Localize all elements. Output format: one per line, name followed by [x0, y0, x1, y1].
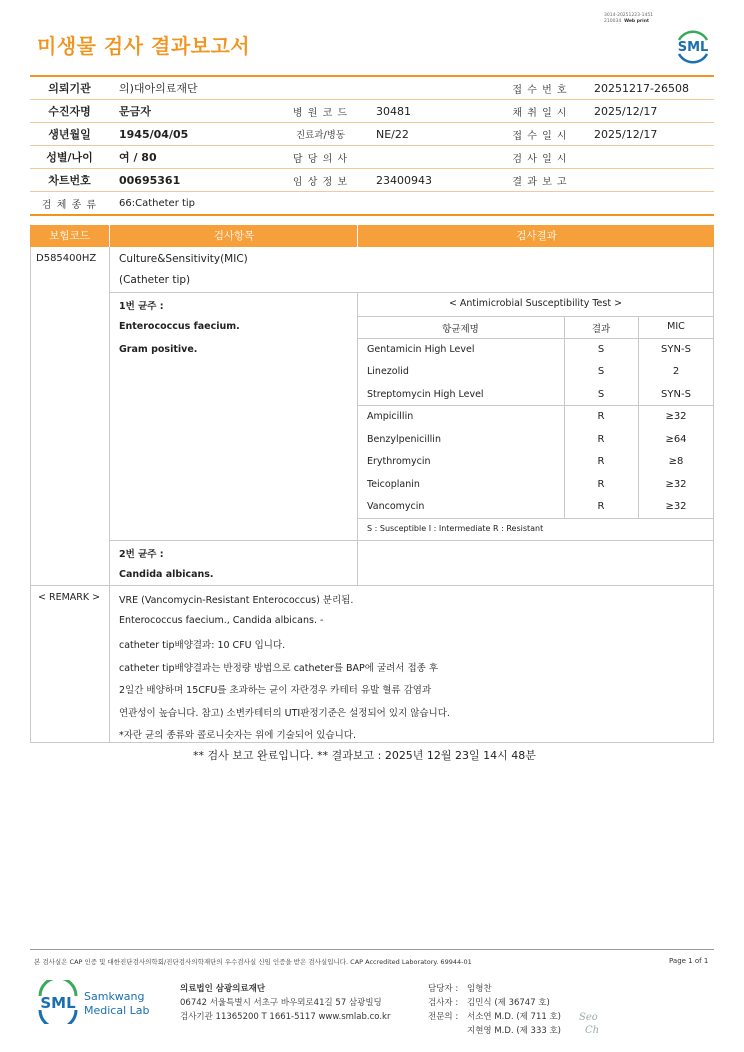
page-number: Page 1 of 1	[669, 957, 709, 965]
completion-text: ** 검사 보고 완료입니다. ** 결과보고 : 2025년 12월 23일 14시 48분	[193, 749, 536, 762]
staff-role: 전문의 :	[428, 1012, 459, 1022]
test-date	[584, 146, 714, 169]
ast-col-result: 결과	[591, 324, 611, 335]
ast-result: S	[597, 366, 605, 377]
ast-drug: Vancomycin	[367, 501, 425, 512]
label-sex-age: 성별/나이	[30, 146, 109, 169]
ast-drug: Streptomycin High Level	[367, 389, 484, 400]
ast-mic: ≥64	[665, 434, 687, 445]
footer-note: 본 검사실은 CAP 인증 및 대한진단검사의학회/진단검사의학재단의 우수검사실 신임 인증을 받은 검사실입니다. CAP Accredited Laboratory. 69944-01	[34, 958, 472, 966]
organism1-label: 1번 균주 :	[119, 301, 164, 312]
label-receipt-no: 접 수 번 호	[496, 76, 584, 100]
staff-name: 서소연 M.D. (제 711 호)	[467, 1012, 562, 1022]
brand-line1: Samkwang	[84, 990, 145, 1003]
org-name: 의료법인 삼광의료재단	[180, 984, 266, 994]
ast-result: R	[597, 501, 605, 512]
report-date	[584, 169, 714, 192]
request-org: 의)대아의료재단	[109, 76, 496, 100]
label-birth: 생년월일	[30, 123, 109, 146]
brand-line2: Medical Lab	[84, 1004, 150, 1017]
remark-line: 연관성이 높습니다. 참고) 소변카테터의 UTI판정기준은 설정되어 있지 않습니다.	[119, 707, 450, 719]
remark-line: catheter tip배양결과는 반정량 방법으로 catheter를 BAP에 굴려서 접종 후	[119, 662, 439, 674]
remark-line: catheter tip배양결과: 10 CFU 입니다.	[119, 640, 286, 651]
sex-age: 여 / 80	[109, 146, 275, 169]
staff-role: 검사자 :	[428, 998, 459, 1008]
label-report: 결 과 보 고	[496, 169, 584, 192]
label-clinical: 임 상 정 보	[275, 169, 366, 192]
staff-name: 임형찬	[467, 984, 492, 994]
print-code: 3014-20251223-1451 210034 Web print	[604, 13, 654, 24]
ast-mic: ≥32	[665, 501, 687, 512]
staff-role: 담당자 :	[428, 984, 459, 994]
remark-line: 2일간 배양하며 15CFU를 초과하는 균이 자란경우 카테터 유발 혈류 감염과	[119, 685, 432, 696]
ast-result: S	[597, 344, 605, 355]
ast-result: R	[597, 456, 605, 467]
report-title: 미생물 검사 결과보고서	[37, 34, 251, 58]
results-header	[30, 225, 714, 247]
header-item: 검사항목	[109, 225, 358, 247]
sml-footer-logo-icon	[36, 980, 80, 1024]
logo-text: SML	[677, 40, 709, 55]
hospital-code: 30481	[366, 100, 496, 123]
ast-mic: ≥8	[668, 456, 684, 467]
collect-date: 2025/12/17	[584, 100, 714, 123]
ast-drug: Gentamicin High Level	[367, 344, 475, 355]
label-patient: 수진자명	[30, 100, 109, 123]
organism2-name: Candida albicans.	[119, 569, 214, 580]
ast-result: R	[597, 479, 605, 490]
patient-info-table	[30, 75, 714, 216]
patient-name: 문금자	[109, 100, 275, 123]
ast-mic: 2	[672, 366, 680, 377]
staff-name: 지현영 M.D. (제 333 호)	[467, 1026, 562, 1036]
label-collect-date: 채 취 일 시	[496, 100, 584, 123]
label-hospital-code: 병 원 코 드	[275, 100, 366, 123]
receipt-no: 20251217-26508	[584, 76, 714, 100]
ast-result: R	[597, 434, 605, 445]
ast-result: R	[597, 411, 605, 422]
remark-line: Enterococcus faecium., Candida albicans. -	[119, 614, 324, 626]
signature-2: Ch	[585, 1025, 600, 1036]
test-sub: (Catheter tip)	[119, 274, 191, 286]
org-contact: 검사기관 11365200 T 1661-5117 www.smlab.co.kr	[180, 1012, 391, 1022]
organism1-gram: Gram positive.	[119, 344, 198, 355]
header-result: 검사결과	[357, 225, 715, 247]
ast-result: S	[597, 389, 605, 400]
ast-mic: SYN-S	[661, 344, 691, 355]
doctor	[366, 146, 496, 169]
sml-logo-icon	[673, 26, 713, 66]
signature-1: Seo	[579, 1012, 598, 1023]
header-code: 보험코드	[49, 230, 90, 242]
label-receive-date: 접 수 일 시	[496, 123, 584, 146]
ast-title: < Antimicrobial Susceptibility Test >	[448, 298, 623, 309]
ast-drug: Benzylpenicillin	[367, 434, 441, 445]
label-dept: 진료과/병동	[275, 123, 366, 146]
label-chart: 차트번호	[30, 169, 109, 192]
org-address: 06742 서울특별시 서초구 바우뫼로41길 57 삼광빌딩	[180, 998, 382, 1008]
organism1-name: Enterococcus faecium.	[119, 321, 240, 332]
staff-name: 김민식 (제 36747 호)	[467, 998, 550, 1008]
ast-drug: Ampicillin	[367, 411, 414, 422]
chart-number: 00695361	[109, 169, 275, 192]
remark-line: *자란 균의 종류와 콜로니숫자는 위에 기술되어 있습니다.	[119, 730, 356, 741]
label-test-date: 검 사 일 시	[496, 146, 584, 169]
remark-label: < REMARK >	[38, 592, 101, 603]
ast-drug: Linezolid	[367, 366, 409, 377]
ast-mic: ≥32	[665, 411, 687, 422]
label-specimen: 검 체 종 류	[30, 192, 109, 216]
organism2-label: 2번 균주 :	[119, 549, 164, 560]
birth-date: 1945/04/05	[109, 123, 275, 146]
label-request-org: 의뢰기관	[30, 76, 109, 100]
ast-drug: Teicoplanin	[367, 479, 420, 490]
test-code: D585400HZ	[36, 253, 97, 264]
test-name: Culture&Sensitivity(MIC)	[119, 253, 248, 265]
clinical-info: 23400943	[366, 169, 496, 192]
ast-mic: SYN-S	[661, 389, 691, 400]
receive-date: 2025/12/17	[584, 123, 714, 146]
ast-legend: S : Susceptible I : Intermediate R : Resistant	[367, 524, 544, 533]
dept: NE/22	[366, 123, 496, 146]
ast-mic: ≥32	[665, 479, 687, 490]
footer-logo-text: SML	[40, 994, 76, 1012]
label-doctor: 담 당 의 사	[275, 146, 366, 169]
ast-drug: Erythromycin	[367, 456, 431, 467]
ast-col-drug: 항균제명	[442, 324, 479, 335]
ast-col-mic: MIC	[667, 321, 685, 332]
specimen: 66:Catheter tip	[109, 192, 714, 216]
remark-line: VRE (Vancomycin-Resistant Enterococcus) 분리됨.	[119, 595, 354, 606]
